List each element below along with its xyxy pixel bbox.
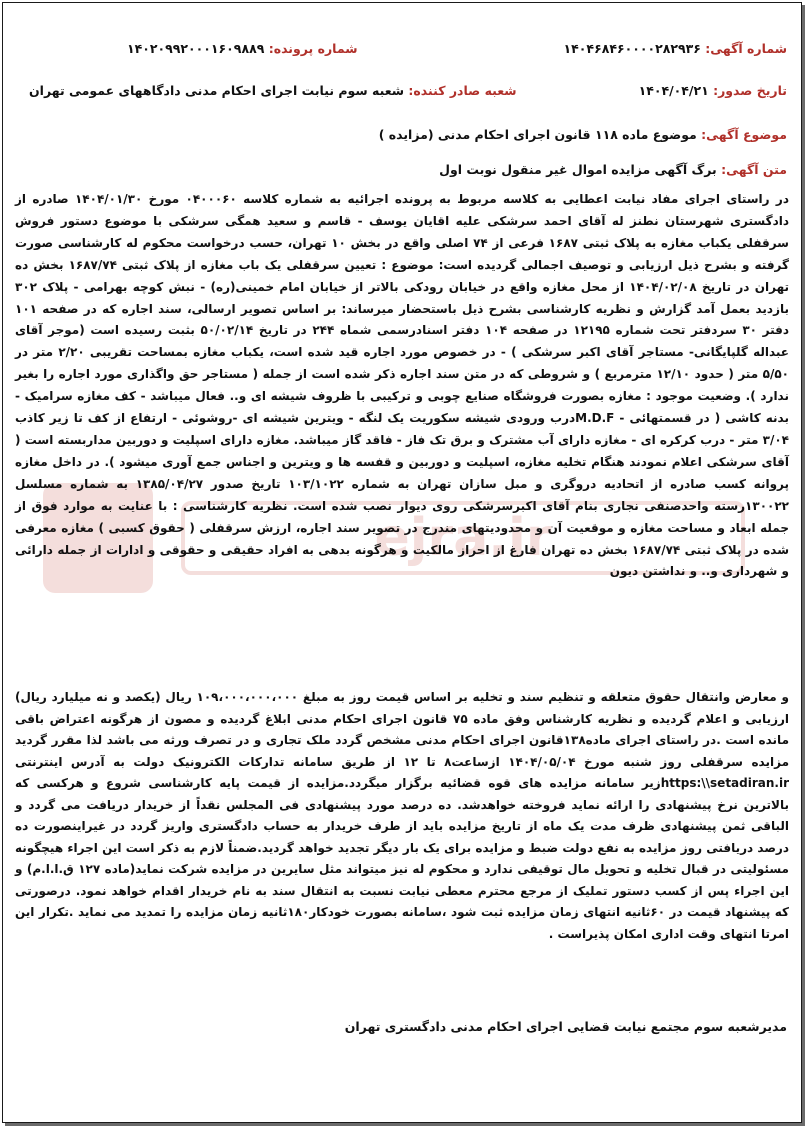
ad-text-heading (439, 162, 787, 177)
body-paragraph-2: و معارض وانتقال حقوق متعلقه و تنظیم سند و تخلیه بر اساس قیمت روز به مبلغ ۱۰۹،۰۰۰،۰۰۰،۰۰۰ ریال (یکصد و نه میلیارد ریال) ارزیابی و اعلام گردیده و نظریه کارشناس وفق ماده ۷۵ قانون اجرای احکام مدنی ابلاغ گردیده و مصون از هرگونه اعتراض باقی مانده است .در راستای اجرای ماده۱۳۸قانون اجرای احکام مدنی مشخص گردد ملک تجاری و در تصرف ورثه می باشد لذا مقرر گردید مزایده سرقفلی روز شنبه مورخ ۱۴۰۴/۰۵/۰۴ ازساعت۸ تا ۱۲ از طریق سامانه تدارکات الکترونیک دولت به آدرس اینترنتی https:\\setadiran.irزیر سامانه مزایده های قوه قضائیه برگزار میگردد.مزایده از قیمت پایه کارشناسی شروع و هرکسی که بالاترین نرخ پیشنهادی را ارائه نماید فروخته خواهدشد. ده درصد مورد پیشنهادی فی المجلس نقداً از خریدار دریافت می گردد و الباقی ثمن پیشنهادی ظرف مدت یک ماه از تاریخ مزایده باید از طرف خریدار به حساب دادگستری واریز گردد در غیراینصورت ده درصد دریافتی روز مزایده به نفع دولت ضبط و مزایده برای یک بار دیگر تجدید خواهد گردید.ضمناً لازم به ذکر است این اجراء هیچگونه مسئولیتی در قبال تخلیه و تحویل مال توقیفی ندارد و محکوم له نیز میتواند مثل سایرین در مزایده شرکت نماید(ماده ۱۲۷ ق.ا.ا.م) و این اجراء پس از کسب دستور تملیک از مرجع محترم معطی نیابت نسبت به انتقال سند به نام خریدار اقدام خواهد نمود. درصورتی که پیشنهاد قیمت در ۶۰ثانیه انتهای زمان مزایده ثبت شود ،سامانه بصورت خودکار۱۸۰ثانیه زمان مزایده را تمدید می نماید .تکرار این امرتا انتهای وقت اداری امکان پذیراست . (15, 690, 790, 941)
ad-subject (379, 127, 787, 142)
ad-text-label: متن آگهی: (721, 162, 787, 177)
issuer-value: شعبه سوم نیابت اجرای احکام مدنی دادگاههای عمومی تهران (29, 83, 405, 98)
case-number-label: شماره پرونده: (268, 41, 358, 56)
issue-date-value: ۱۴۰۴/۰۴/۲۱ (638, 83, 709, 98)
ad-number (564, 41, 787, 56)
ad-subject-label: موضوع آگهی: (701, 127, 787, 142)
body-paragraph-1: در راستای اجرای مفاد نیابت اعطایی به کلاسه مربوط به پرونده اجرائیه به شماره کلاسه ۰۴۰۰۰۶۰ مورخ ۱۴۰۴/۰۱/۳۰ صادره از دادگستری شهرستان نطنز له آقای احمد سرشکی علیه اقایان یوسف - قاسم و سعید همگی سرشکی با موضوع دستور فروش سرقفلی یکباب مغازه به پلاک ثبتی ۱۶۸۷ فرعی از ۷۴ اصلی واقع در بخش ۱۰ تهران، حسب درخواست محکوم له کارشناسی صورت گرفته و بشرح ذیل ارزیابی و توصیف اجمالی گردیده است: موضوع : تعیین سرقفلی یک باب مغازه از پلاک ثبتی ۱۶۸۷/۷۴ بخش ده تهران در تاریخ ۱۴۰۴/۰۲/۰۸ از محل مغازه واقع در خیابان رودکی بالاتر از خیابان امام خمینی(ره) - نبش کوچه بهرامی - پلاک ۳۰۲ بازدید بعمل آمد گزارش و نظریه کارشناسی بشرح ذیل باستحضار میرساند: بر اساس تصویر ارسالی، سند اجاره که در صفحه ۱۰۱ دفتر ۳۰ سردفتر تحت شماره ۱۲۱۹۵ در صفحه ۱۰۴ دفتر اسنادرسمی شماه ۲۴۴ در تاریخ ۵۰/۰۲/۱۴ بثبت رسیده است (موجر آقای عبداله گلپایگانی- مستاجر آقای اکبر سرشکی ) - در خصوص مورد اجاره قید شده است، یکباب مغازه بمساحت تقریبی ۲/۲۰ متر در ۵/۵۰ متر ( حدود ۱۲/۱۰ مترمربع ) و شروطی که در متن سند اجاره ذکر شده است از جمله ( مستاجر حق واگذاری مورد اجاره را بغیر ندارد ). وضعیت موجود : مغازه بصورت فروشگاه صنایع چوبی و ترکیبی با ظروف شیشه ای و.. فعال میباشد - کف مغازه سرامیک - بدنه کاشی ( در قسمتهائی - M.D.Fدرب ورودی شیشه سکوریت یک لنگه - ویترین شیشه ای -روشوئی - ارتفاع از کف تا زیر کاذب ۳/۰۴ متر - درب کرکره ای - مغازه دارای آب مشترک و برق تک فاز - فاقد گاز میباشد. مغازه دارای اسپلیت و دوربین مداربسته است ( آقای سرشکی اعلام نمودند هنگام تخلیه مغازه، اسپلیت و دوربین و قفسه ها و ویترین و اجناس جمع آوری میشود ). در داخل مغازه پروانه کسب صادره از اتحادیه دروگری و مبل سازان تهران به شماره ۱۰۳/۱۰۲۲ تاریخ صدور ۱۳۸۵/۰۴/۲۷ به شماره مسلسل ۱۳۰۰۲۲رسته واحدصنفی نجاری بنام آقای اکبرسرشکی روی دیوار نصب شده است. نظریه کارشناسی : با عنایت به موارد فوق از جمله ابعاد و مساحت مغازه و موقعیت آن و محدودیتهای مندرج در تصویر سند اجاره، ارزش سرقفلی ( حقوق کسبی ) مغازه معرفی شده در پلاک ثبتی ۱۶۸۷/۷۴ بخش ده تهران فارغ از احراز مالکیت و هرگونه بدهی به افراد حقیقی و حقوقی و ادارات از جمله دارائی و شهرداری و.. و نداشتن دیون (15, 192, 790, 579)
issue-date-label: تاریخ صدور: (713, 83, 787, 98)
watermark-text: ejra.ir (374, 508, 552, 568)
ad-number-value: ۱۴۰۴۶۸۴۶۰۰۰۰۲۸۲۹۳۶ (563, 41, 701, 56)
issuer-label: شعبه صادر کننده: (408, 83, 517, 98)
footer-signature: مدیرشعبه سوم مجتمع نیابت قضایی اجرای احکام مدنی دادگستری تهران (344, 1019, 787, 1034)
case-number-value: ۱۴۰۲۰۹۹۲۰۰۰۱۶۰۹۸۸۹ (127, 41, 265, 56)
ad-number-label: شماره آگهی: (705, 41, 787, 56)
ad-text-value: برگ آگهی مزایده اموال غیر منقول نوبت اول (439, 162, 717, 177)
issue-date (639, 83, 787, 98)
document-frame (2, 2, 802, 1123)
issuer (29, 83, 517, 98)
ad-subject-value: موضوع ماده ۱۱۸ قانون اجرای احکام مدنی (مزایده ) (378, 127, 697, 142)
case-number (127, 41, 358, 56)
